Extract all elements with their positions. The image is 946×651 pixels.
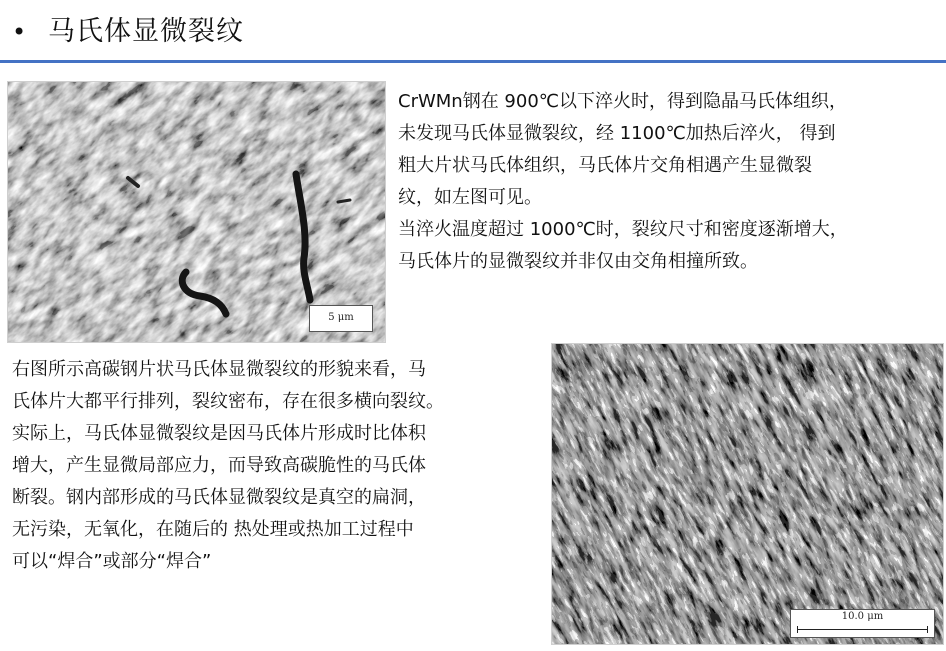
text-line: 可以“焊合”或部分“焊合” <box>12 551 212 572</box>
text-line: 未发现马氏体显微裂纹，经 1100℃加热后淬火， 得到 <box>398 123 836 144</box>
text-line: 纹，如左图可见。 <box>398 187 542 208</box>
text-line: 粗大片状马氏体组织，马氏体片交角相遇产生显微裂 <box>398 155 812 176</box>
paragraph-left <box>12 354 542 578</box>
scale-bar-top <box>309 305 373 332</box>
text-line: 右图所示高碳钢片状马氏体显微裂纹的形貌来看，马 <box>12 359 426 380</box>
scale-bar-line <box>797 629 928 630</box>
text-line: 断裂。钢内部形成的马氏体显微裂纹是真空的扁洞， <box>12 487 426 508</box>
title-bar <box>0 0 946 60</box>
text-line: CrWMn钢在 900℃以下淬火时，得到隐晶马氏体组织， <box>398 91 847 112</box>
micrograph-top-image <box>8 82 385 342</box>
text-line: 马氏体片的显微裂纹并非仅由交角相撞所致。 <box>398 251 758 272</box>
micrograph-bottom <box>551 343 944 645</box>
text-line: 增大，产生显微局部应力，而导致高碳脆性的马氏体 <box>12 455 426 476</box>
micrograph-bottom-image <box>552 344 943 644</box>
scale-label-top: 5 μm <box>328 312 354 323</box>
scale-bar-bottom <box>790 609 935 638</box>
text-line: 实际上，马氏体显微裂纹是因马氏体片形成时比体积 <box>12 423 426 444</box>
title-bullet: • <box>12 18 27 46</box>
micrograph-top <box>7 81 386 343</box>
title-divider <box>0 60 946 63</box>
paragraph-right <box>398 86 943 278</box>
text-line: 氏体片大都平行排列，裂纹密布，存在很多横向裂纹。 <box>12 391 444 412</box>
text-line: 无污染，无氧化，在随后的 热处理或热加工过程中 <box>12 519 414 540</box>
text-line: 当淬火温度超过 1000℃时，裂纹尺寸和密度逐渐增大， <box>398 219 848 240</box>
slide-title: 马氏体显微裂纹 <box>48 16 244 47</box>
scale-label-bottom: 10.0 μm <box>841 611 884 622</box>
